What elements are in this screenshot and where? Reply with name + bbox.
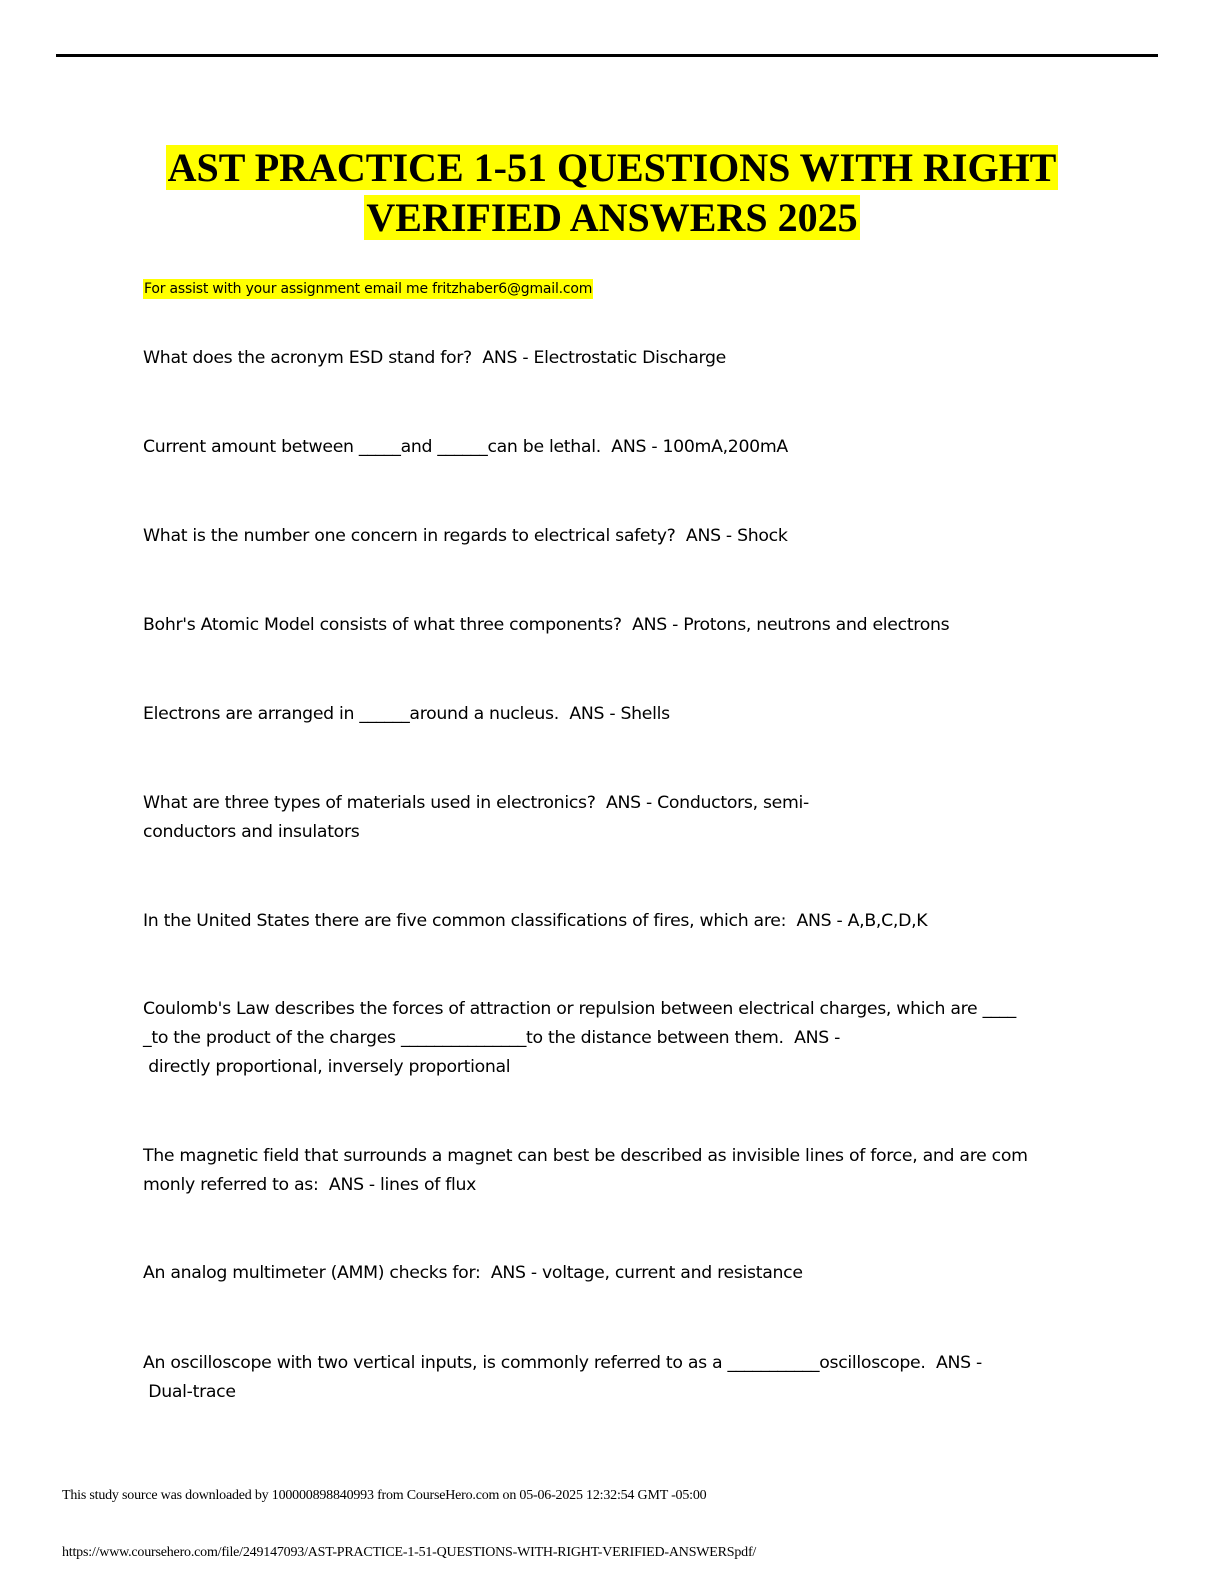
qa-item-5: Electrons are arranged in ______around a nucleus. ANS - Shells — [143, 704, 670, 724]
qa-item-10: An analog multimeter (AMM) checks for: ANS - voltage, current and resistance — [143, 1263, 803, 1283]
assist-note: For assist with your assignment email me fritzhaber6@gmail.com — [144, 281, 593, 297]
qa-item-4: Bohr's Atomic Model consists of what three components? ANS - Protons, neutrons and electrons — [143, 615, 950, 635]
qa-item-6: What are three types of materials used in electronics? ANS - Conductors, semi- conductors and insulators — [143, 793, 809, 842]
qa-item-2: Current amount between _____and ______can be lethal. ANS - 100mA,200mA — [143, 437, 788, 457]
qa-item-7: In the United States there are five common classifications of fires, which are: ANS - A,B,C,D,K — [143, 911, 928, 931]
title-line-1: AST PRACTICE 1-51 QUESTIONS WITH RIGHT — [167, 145, 1057, 190]
footer-source-line: This study source was downloaded by 100000898840993 from CourseHero.com on 05-06-2025 12:32:54 GMT -05:00 — [62, 1488, 707, 1503]
footer-url-link[interactable]: https://www.coursehero.com/file/249147093/AST-PRACTICE-1-51-QUESTIONS-WITH-RIGHT-VERIFIED-ANSWERSpdf/ — [62, 1545, 757, 1560]
qa-item-8: Coulomb's Law describes the forces of attraction or repulsion between electrical charges, which are ____ _to the product of the charges _______________to the distance between them. ANS - directly proportional, inversely proportional — [143, 999, 1016, 1077]
qa-item-3: What is the number one concern in regards to electrical safety? ANS - Shock — [143, 526, 788, 546]
document-title — [0, 143, 1224, 243]
title-line-2: VERIFIED ANSWERS 2025 — [366, 195, 858, 240]
qa-item-11: An oscilloscope with two vertical inputs, is commonly referred to as a ___________oscilloscope. ANS - Dual-trace — [143, 1353, 982, 1402]
top-rule — [56, 54, 1158, 57]
qa-item-1: What does the acronym ESD stand for? ANS - Electrostatic Discharge — [143, 348, 726, 368]
qa-item-9: The magnetic field that surrounds a magnet can best be described as invisible lines of force, and are com monly referred to as: ANS - lines of flux — [143, 1146, 1028, 1195]
